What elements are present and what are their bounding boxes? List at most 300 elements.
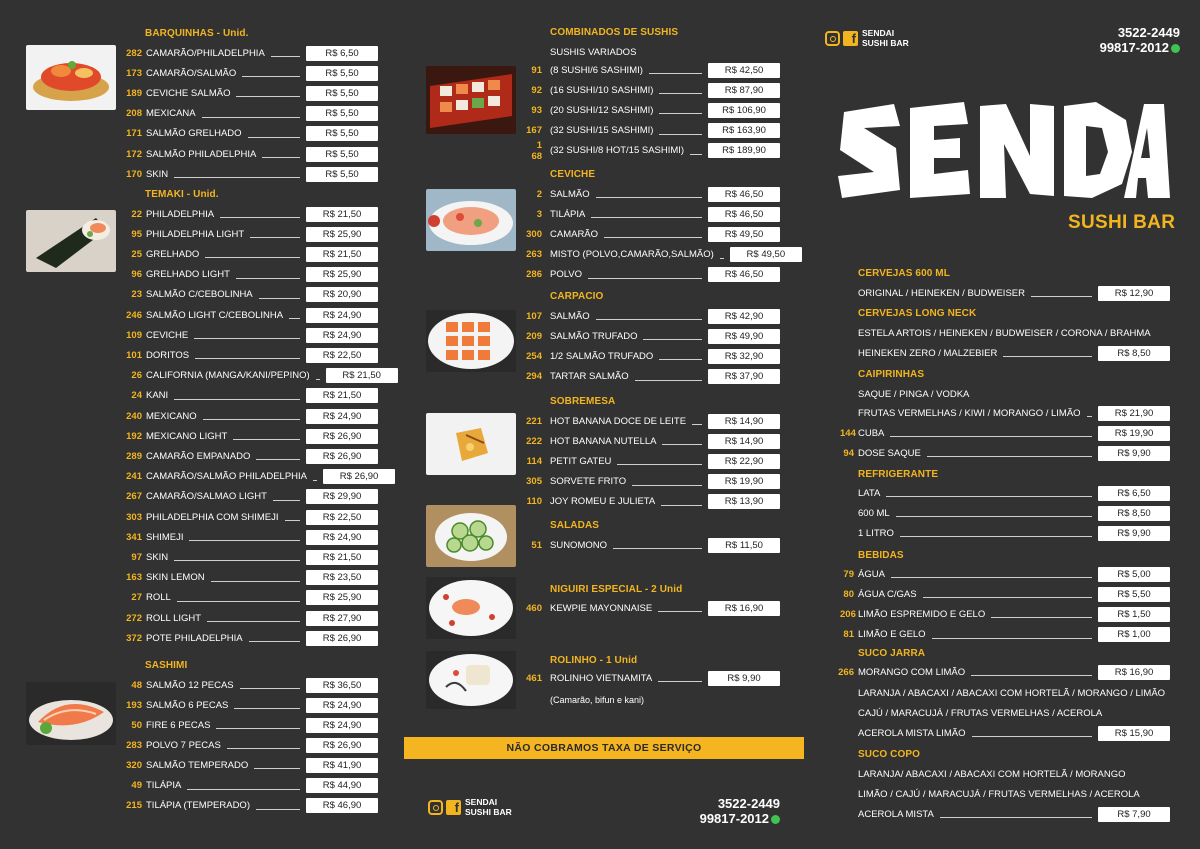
suco-copo-line-1: LARANJA/ ABACAXI / ABACAXI COM HORTELÃ / MORANGO <box>858 769 1126 780</box>
menu-item-code: 300 <box>526 228 542 240</box>
menu-item-price: R$ 6,50 <box>306 46 378 61</box>
menu-item-name: SKIN <box>146 168 169 180</box>
menu-item-leader-line <box>604 230 702 238</box>
menu-item-row <box>112 327 378 343</box>
menu-item-leader-line <box>613 541 702 549</box>
menu-item-name: PHILADELPHIA COM SHIMEJI <box>146 511 279 523</box>
menu-item-price: R$ 1,50 <box>1098 607 1170 622</box>
menu-item-code: 189 <box>126 87 142 99</box>
menu-item-price: R$ 8,50 <box>1098 506 1170 521</box>
menu-item-price: R$ 16,90 <box>708 601 780 616</box>
menu-item-leader-line <box>194 331 300 339</box>
whatsapp-icon <box>771 815 780 824</box>
menu-item-leader-line <box>240 681 300 689</box>
menu-item-leader-line <box>923 590 1092 598</box>
menu-item-name: CEVICHE <box>146 329 189 341</box>
menu-item-code: 50 <box>131 719 142 731</box>
menu-item-row <box>840 505 1170 521</box>
menu-item-name: CEVICHE SALMÃO <box>146 87 231 99</box>
menu-item-price: R$ 19,90 <box>1098 426 1170 441</box>
menu-item-code: 215 <box>126 800 142 812</box>
menu-item-code: 246 <box>126 309 142 321</box>
menu-item-row <box>840 445 1170 461</box>
menu-item-name: FRUTAS VERMELHAS / KIWI / MORANGO / LIMÃO <box>858 407 1081 419</box>
menu-item-row <box>112 529 378 545</box>
menu-item-code: 267 <box>126 491 142 503</box>
menu-item-price: R$ 26,90 <box>323 469 395 484</box>
footer-brand-line1: SENDAI <box>465 797 498 807</box>
menu-item-price: R$ 21,90 <box>1098 406 1170 421</box>
menu-item-leader-line <box>220 210 300 218</box>
menu-item-price: R$ 46,50 <box>708 267 780 282</box>
menu-item-price: R$ 49,90 <box>708 329 780 344</box>
section-title-saladas: SALADAS <box>550 520 600 531</box>
menu-item-name: MEXICANO LIGHT <box>146 430 228 442</box>
menu-item-row <box>112 65 378 81</box>
sobremesa-photo <box>426 413 516 475</box>
temaki-photo <box>26 210 116 272</box>
menu-item-code: 193 <box>126 699 142 711</box>
footer-phone-1: 3522-2449 <box>717 796 780 811</box>
footer-social-block <box>428 798 512 817</box>
menu-item-code: 110 <box>526 496 542 508</box>
menu-item-code: 51 <box>531 539 542 551</box>
menu-item-row <box>112 798 378 814</box>
menu-item-leader-line <box>187 782 300 790</box>
menu-item-price: R$ 25,90 <box>306 227 378 242</box>
menu-item-name: ÁGUA C/GAS <box>858 588 917 600</box>
menu-item-row <box>840 566 1170 582</box>
menu-item-code: 241 <box>126 471 142 483</box>
menu-item-leader-line <box>205 250 300 258</box>
menu-item-price: R$ 42,50 <box>708 63 780 78</box>
menu-item-leader-line <box>248 130 300 138</box>
menu-item-price: R$ 41,90 <box>306 758 378 773</box>
menu-item-leader-line <box>234 701 300 709</box>
menu-item-leader-line <box>890 429 1092 437</box>
menu-item-code: 163 <box>126 572 142 584</box>
menu-item-row <box>112 737 378 753</box>
menu-item-name: FIRE 6 PECAS <box>146 719 211 731</box>
menu-item-leader-line <box>886 489 1092 497</box>
menu-item-row <box>112 347 378 363</box>
menu-item-name: CAMARÃO <box>550 228 599 240</box>
menu-item-name: ROLL <box>146 592 171 604</box>
menu-item-row <box>112 778 378 794</box>
menu-item-row <box>840 606 1170 622</box>
menu-item-leader-line <box>662 437 702 445</box>
menu-item-price: R$ 24,90 <box>306 718 378 733</box>
menu-item-row <box>112 368 381 384</box>
menu-item-row <box>531 139 780 162</box>
menu-item-code: 286 <box>526 269 542 281</box>
header-brand-line2: SUSHI BAR <box>862 37 909 48</box>
menu-item-price: R$ 29,90 <box>306 489 378 504</box>
menu-item-row <box>112 489 378 505</box>
menu-item-name: HOT BANANA DOCE DE LEITE <box>550 415 687 427</box>
menu-item-leader-line <box>174 553 300 561</box>
section-title-temaki: TEMAKI - Unid. <box>145 189 219 200</box>
menu-item-row <box>112 85 378 101</box>
menu-item-code: 24 <box>131 390 142 402</box>
menu-item-leader-line <box>692 417 702 425</box>
menu-item-price: R$ 25,90 <box>306 590 378 605</box>
section-title-bebidas: BEBIDAS <box>858 550 904 561</box>
menu-item-name: SALMÃO TEMPERADO <box>146 759 249 771</box>
menu-item-row <box>526 226 780 242</box>
menu-item-name: TILÁPIA <box>550 208 586 220</box>
menu-item-row <box>526 474 780 490</box>
menu-item-code: 460 <box>526 602 542 614</box>
menu-item-row <box>112 570 378 586</box>
menu-item-leader-line <box>659 352 702 360</box>
menu-item-price: R$ 5,50 <box>306 106 378 121</box>
menu-item-code: 25 <box>131 248 142 260</box>
menu-item-price: R$ 20,90 <box>306 287 378 302</box>
menu-item-row <box>112 307 378 323</box>
menu-item-code: 303 <box>126 511 142 523</box>
menu-item-code: 96 <box>131 269 142 281</box>
menu-item-leader-line <box>658 674 702 682</box>
sashimi-photo <box>26 682 116 745</box>
menu-item-code: 283 <box>126 739 142 751</box>
menu-item-code: 101 <box>126 349 142 361</box>
menu-item-name: TARTAR SALMÃO <box>550 371 629 383</box>
menu-item-leader-line <box>720 251 724 259</box>
menu-item-leader-line <box>250 230 300 238</box>
menu-item-name: 1/2 SALMÃO TRUFADO <box>550 350 654 362</box>
menu-item-leader-line <box>177 594 300 602</box>
menu-item-code: 2 <box>536 188 542 200</box>
menu-item-price: R$ 14,90 <box>708 434 780 449</box>
menu-item-code: 22 <box>131 208 142 220</box>
menu-item-row <box>112 469 378 485</box>
menu-item-price: R$ 5,50 <box>306 86 378 101</box>
menu-item-code: 172 <box>126 148 142 160</box>
menu-item-name: SALMÃO C/CEBOLINHA <box>146 289 253 301</box>
menu-item-code: 341 <box>126 531 142 543</box>
menu-item-row <box>112 549 378 565</box>
menu-item-row <box>112 106 378 122</box>
menu-item-code: 305 <box>526 476 542 488</box>
menu-item-code: 272 <box>126 612 142 624</box>
menu-item-row <box>112 717 378 733</box>
menu-item-price: R$ 22,50 <box>306 348 378 363</box>
menu-item-name: CAMARÃO/PHILADELPHIA <box>146 47 265 59</box>
menu-item-row <box>112 226 378 242</box>
menu-item-leader-line <box>195 351 300 359</box>
header-phone-1: 3522-2449 <box>1117 25 1180 40</box>
menu-item-leader-line <box>659 106 702 114</box>
menu-item-leader-line <box>249 634 300 642</box>
header-brand-line1: SENDAI <box>862 28 895 38</box>
menu-item-name: PETIT GATEU <box>550 455 612 467</box>
menu-item-code: 26 <box>131 370 142 382</box>
menu-item-price: R$ 46,50 <box>708 207 780 222</box>
menu-item-row <box>840 405 1170 421</box>
menu-item-row <box>112 448 378 464</box>
suco-copo-line-2: LIMÃO / CAJÚ / MARACUJÁ / FRUTAS VERMELHAS / ACEROLA <box>858 789 1140 800</box>
menu-item-price: R$ 21,50 <box>306 388 378 403</box>
menu-item-price: R$ 87,90 <box>708 83 780 98</box>
menu-item-row <box>840 485 1170 501</box>
menu-item-leader-line <box>588 271 702 279</box>
menu-item-leader-line <box>972 729 1092 737</box>
section-title-carpacio: CARPACIO <box>550 291 604 302</box>
menu-item-price: R$ 9,90 <box>708 671 780 686</box>
menu-item-leader-line <box>313 473 317 481</box>
logo-subtitle: SUSHI BAR <box>1068 212 1176 233</box>
menu-item-price: R$ 22,50 <box>306 510 378 525</box>
menu-item-name: ORIGINAL / HEINEKEN / BUDWEISER <box>858 287 1025 299</box>
menu-item-name: CAMARÃO EMPANADO <box>146 450 251 462</box>
menu-item-name: ACEROLA MISTA <box>858 808 934 820</box>
menu-item-leader-line <box>216 721 300 729</box>
menu-item-row <box>840 425 1170 441</box>
section-title-sashimi: SASHIMI <box>145 660 188 671</box>
menu-item-name: SALMÃO LIGHT C/CEBOLINHA <box>146 309 284 321</box>
menu-item-name: ÁGUA <box>858 568 885 580</box>
menu-item-name: GRELHADO <box>146 248 200 260</box>
menu-item-row <box>830 664 1170 680</box>
section-title-ceviche: CEVICHE <box>550 169 596 180</box>
menu-item-row <box>840 285 1170 301</box>
menu-item-price: R$ 21,50 <box>326 368 398 383</box>
menu-item-code: 266 <box>838 666 854 678</box>
menu-item-name: KANI <box>146 390 169 402</box>
instagram-icon[interactable] <box>825 31 840 46</box>
caipirinhas-line: SAQUE / PINGA / VODKA <box>858 389 970 400</box>
menu-item-row <box>840 725 1170 741</box>
menu-item-leader-line <box>236 271 300 279</box>
menu-item-leader-line <box>174 170 300 178</box>
menu-item-row <box>112 206 378 222</box>
menu-item-price: R$ 16,90 <box>1098 665 1170 680</box>
menu-item-price: R$ 49,50 <box>708 227 780 242</box>
footer-phones <box>665 796 780 826</box>
menu-item-row <box>112 246 378 262</box>
menu-item-code: 372 <box>126 632 142 644</box>
carpacio-photo <box>426 310 516 372</box>
menu-item-row <box>112 677 378 693</box>
header-brand-text <box>862 29 909 48</box>
menu-item-price: R$ 24,90 <box>306 308 378 323</box>
menu-item-code: 254 <box>526 350 542 362</box>
menu-item-price: R$ 13,90 <box>708 494 780 509</box>
menu-item-price: R$ 5,50 <box>306 126 378 141</box>
cervejas-long-line: ESTELA ARTOIS / HEINEKEN / BUDWEISER / CORONA / BRAHMA <box>858 328 1151 339</box>
menu-item-code: 282 <box>126 47 142 59</box>
menu-item-leader-line <box>262 150 300 158</box>
menu-item-name: TILÁPIA (TEMPERADO) <box>146 800 250 812</box>
menu-item-leader-line <box>256 452 300 460</box>
suco-jarra-line-1: LARANJA / ABACAXI / ABACAXI COM HORTELÃ / MORANGO / LIMÃO <box>858 688 1166 699</box>
sendai-logo <box>834 98 1170 208</box>
suco-jarra-line-2: CAJÚ / MARACUJÁ / FRUTAS VERMELHAS / ACEROLA <box>858 708 1103 719</box>
menu-item-leader-line <box>316 372 320 380</box>
menu-item-leader-line <box>596 190 702 198</box>
menu-item-price: R$ 9,90 <box>1098 446 1170 461</box>
menu-item-row <box>536 186 780 202</box>
menu-item-row <box>112 126 378 142</box>
menu-item-code: 222 <box>526 435 542 447</box>
menu-item-code: 1 68 <box>531 139 543 162</box>
menu-item-price: R$ 21,50 <box>306 207 378 222</box>
menu-item-name: PHILADELPHIA LIGHT <box>146 228 245 240</box>
menu-item-price: R$ 189,90 <box>708 143 780 158</box>
menu-item-row <box>112 388 378 404</box>
menu-item-row <box>526 328 780 344</box>
facebook-icon[interactable]: f <box>843 31 858 46</box>
menu-item-leader-line <box>273 493 300 501</box>
menu-item-leader-line <box>233 432 300 440</box>
menu-item-leader-line <box>896 509 1092 517</box>
menu-item-price: R$ 46,50 <box>708 187 780 202</box>
menu-item-name: HEINEKEN ZERO / MALZEBIER <box>858 347 998 359</box>
menu-item-row <box>112 166 378 182</box>
menu-item-price: R$ 8,50 <box>1098 346 1170 361</box>
menu-item-price: R$ 25,90 <box>306 267 378 282</box>
menu-item-leader-line <box>661 498 702 506</box>
menu-item-code: 208 <box>126 108 142 120</box>
menu-item-leader-line <box>643 332 702 340</box>
menu-item-name: MEXICANO <box>146 410 197 422</box>
niguiri-photo <box>426 577 516 639</box>
menu-item-code: 80 <box>843 588 854 600</box>
menu-item-code: 320 <box>126 759 142 771</box>
menu-item-row <box>526 494 780 510</box>
menu-item-price: R$ 24,90 <box>306 530 378 545</box>
menu-item-price: R$ 36,50 <box>306 678 378 693</box>
menu-item-code: 93 <box>531 104 542 116</box>
menu-item-code: 81 <box>843 629 854 641</box>
menu-item-leader-line <box>211 574 300 582</box>
menu-item-price: R$ 49,50 <box>730 247 802 262</box>
menu-item-name: CALIFORNIA (MANGA/KANI/PEPINO) <box>146 370 310 382</box>
menu-item-row <box>112 697 378 713</box>
menu-item-name: SALMÃO GRELHADO <box>146 128 242 140</box>
instagram-icon[interactable] <box>428 800 443 815</box>
menu-item-row <box>840 345 1170 361</box>
menu-item-code: 48 <box>131 679 142 691</box>
section-title-suco-copo: SUCO COPO <box>858 749 921 760</box>
facebook-icon[interactable]: f <box>446 800 461 815</box>
combinado-photo <box>426 66 516 134</box>
menu-item-row <box>112 146 378 162</box>
menu-item-name: JOY ROMEU E JULIETA <box>550 496 656 508</box>
menu-item-leader-line <box>227 741 300 749</box>
menu-item-price: R$ 6,50 <box>1098 486 1170 501</box>
menu-item-name: 600 ML <box>858 507 890 519</box>
menu-item-price: R$ 9,90 <box>1098 526 1170 541</box>
menu-item-leader-line <box>940 810 1092 818</box>
menu-item-price: R$ 23,50 <box>306 570 378 585</box>
menu-item-name: CAMARÃO/SALMAO LIGHT <box>146 491 267 503</box>
menu-item-name: SALMÃO 12 PECAS <box>146 679 234 691</box>
menu-item-row <box>112 509 378 525</box>
menu-item-price: R$ 1,00 <box>1098 627 1170 642</box>
menu-item-name: MISTO (POLVO,CAMARÃO,SALMÃO) <box>550 249 714 261</box>
menu-item-row <box>531 62 780 78</box>
menu-item-name: SALMÃO 6 PECAS <box>146 699 229 711</box>
menu-item-name: CUBA <box>858 427 885 439</box>
menu-item-name: GRELHADO LIGHT <box>146 269 230 281</box>
menu-item-price: R$ 24,90 <box>306 328 378 343</box>
menu-item-name: ACEROLA MISTA LIMÃO <box>858 727 966 739</box>
menu-item-code: 209 <box>526 330 542 342</box>
menu-item-price: R$ 42,90 <box>708 309 780 324</box>
section-title-combinados: COMBINADOS DE SUSHIS <box>550 27 679 38</box>
menu-item-code: 173 <box>126 67 142 79</box>
menu-item-name: HOT BANANA NUTELLA <box>550 435 657 447</box>
menu-item-row <box>840 806 1170 822</box>
menu-item-leader-line <box>991 610 1092 618</box>
menu-item-leader-line <box>254 761 300 769</box>
menu-item-code: 192 <box>126 430 142 442</box>
menu-item-row <box>531 82 780 98</box>
footer-phone-2: 99817-2012 <box>699 811 769 826</box>
section-title-refrigerante: REFRIGERANTE <box>858 469 939 480</box>
menu-item-name: SUNOMONO <box>550 539 607 551</box>
menu-item-code: 294 <box>526 371 542 383</box>
menu-item-price: R$ 163,90 <box>708 123 780 138</box>
menu-item-row <box>526 453 780 469</box>
menu-item-name: SALMÃO PHILADELPHIA <box>146 148 257 160</box>
header-social-block <box>825 29 909 48</box>
menu-item-price: R$ 32,90 <box>708 349 780 364</box>
menu-item-leader-line <box>617 457 702 465</box>
header-phone-2: 99817-2012 <box>1099 40 1169 55</box>
menu-item-leader-line <box>1087 409 1092 417</box>
menu-item-price: R$ 5,50 <box>306 167 378 182</box>
menu-item-name: LIMÃO E GELO <box>858 629 926 641</box>
service-fee-banner: NÃO COBRAMOS TAXA DE SERVIÇO <box>404 737 804 759</box>
section-title-suco-jarra: SUCO JARRA <box>858 648 926 659</box>
menu-item-name: SKIN <box>146 551 169 563</box>
menu-item-row <box>112 610 378 626</box>
menu-item-name: SKIN LEMON <box>146 572 205 584</box>
menu-item-price: R$ 11,50 <box>708 538 780 553</box>
menu-item-leader-line <box>285 513 300 521</box>
menu-item-price: R$ 46,90 <box>306 798 378 813</box>
section-title-barquinhas: BARQUINHAS - Unid. <box>145 28 249 39</box>
menu-item-price: R$ 5,00 <box>1098 567 1170 582</box>
menu-item-price: R$ 19,90 <box>708 474 780 489</box>
menu-item-leader-line <box>203 412 300 420</box>
menu-item-code: 170 <box>126 168 142 180</box>
menu-item-name: DOSE SAQUE <box>858 447 921 459</box>
menu-item-name: SHIMEJI <box>146 531 184 543</box>
menu-item-name: SALMÃO TRUFADO <box>550 330 638 342</box>
menu-item-row <box>526 308 780 324</box>
menu-item-code: 95 <box>131 228 142 240</box>
menu-item-code: 167 <box>526 125 542 137</box>
menu-item-leader-line <box>659 86 702 94</box>
menu-item-row <box>526 123 780 139</box>
rolinho-note: (Camarão, bifun e kani) <box>550 695 645 705</box>
menu-item-row <box>526 369 780 385</box>
menu-item-name: POLVO <box>550 269 583 281</box>
menu-item-row <box>112 287 378 303</box>
section-title-cervejas-600: CERVEJAS 600 ML <box>858 268 950 279</box>
menu-item-code: 109 <box>126 329 142 341</box>
menu-item-leader-line <box>596 312 702 320</box>
menu-item-code: 91 <box>531 64 542 76</box>
salada-photo <box>426 505 516 567</box>
menu-item-name: POLVO 7 PECAS <box>146 739 221 751</box>
footer-brand-line2: SUSHI BAR <box>465 806 512 817</box>
menu-item-name: LIMÃO ESPREMIDO E GELO <box>858 608 986 620</box>
